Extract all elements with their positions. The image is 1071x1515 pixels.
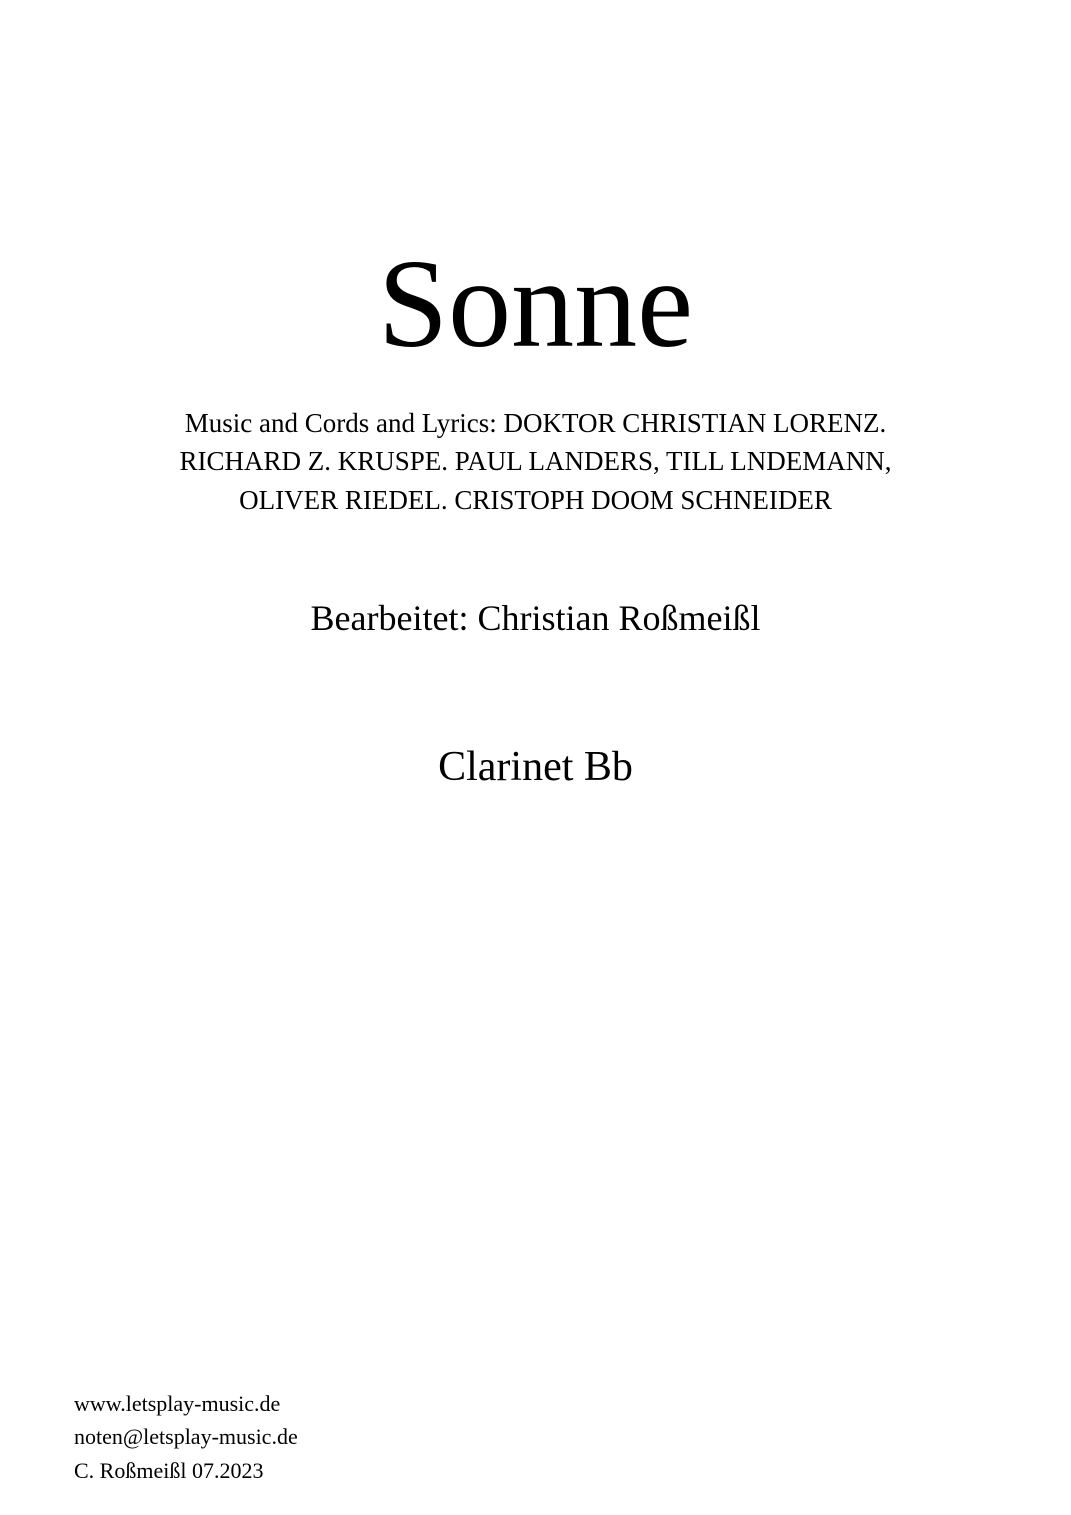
footer-copyright: C. Roßmeißl 07.2023 bbox=[74, 1457, 264, 1483]
arranger-line: Bearbeitet: Christian Roßmeißl bbox=[310, 598, 761, 638]
credits-line-3: OLIVER RIEDEL. CRISTOPH DOOM SCHNEIDER bbox=[239, 484, 832, 515]
instrument-name: Clarinet Bb bbox=[438, 744, 633, 790]
footer-website: www.letsplay-music.de bbox=[74, 1390, 281, 1416]
credits-block bbox=[0, 404, 1071, 519]
page-title: Sonne bbox=[378, 235, 693, 375]
footer-block bbox=[74, 1387, 298, 1487]
footer-email: noten@letsplay-music.de bbox=[74, 1424, 298, 1450]
credits-line-2: RICHARD Z. KRUSPE. PAUL LANDERS, TILL LNDEMANN, bbox=[179, 446, 892, 477]
credits-line-1: Music and Cords and Lyrics: DOKTOR CHRISTIAN LORENZ. bbox=[184, 408, 887, 438]
